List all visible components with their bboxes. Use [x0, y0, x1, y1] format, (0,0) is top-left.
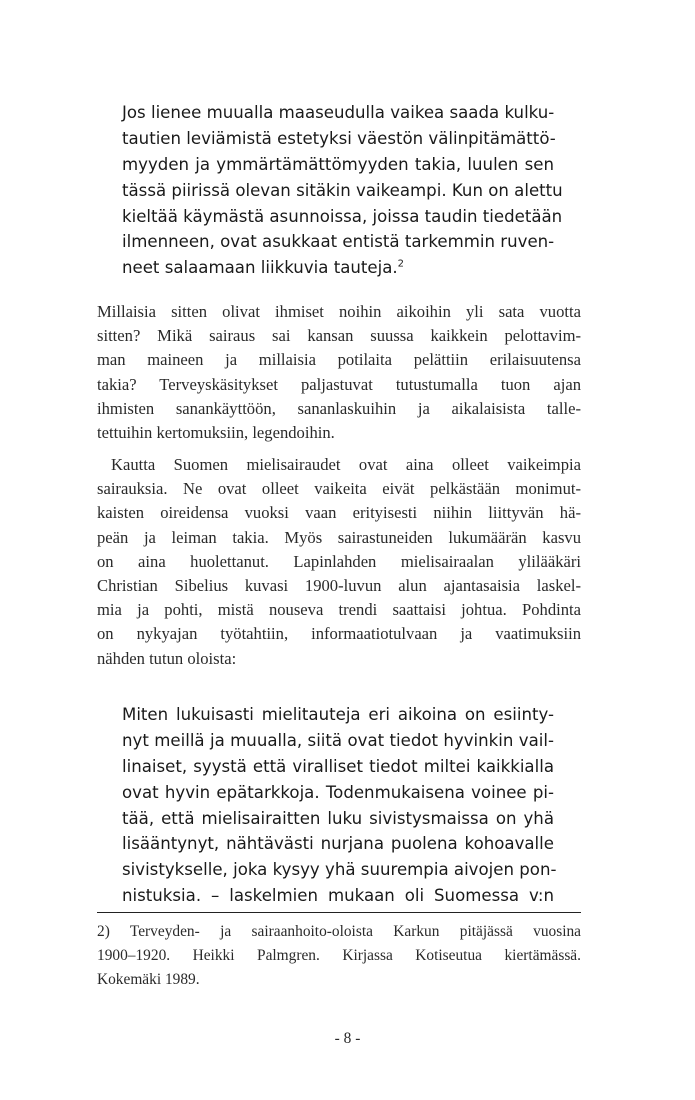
footnote-divider [97, 912, 581, 913]
paragraph-line: sitten? Mikä sairaus sai kansan suussa kaikkein pelottavim- [97, 326, 581, 346]
footnote-reference[interactable]: 2 [397, 258, 405, 270]
quote-line: nistuksia. – laskelmien mukaan oli Suomessa v:n [122, 886, 554, 906]
paragraph-line: Kautta Suomen mielisairaudet ovat aina olleet vaikeimpia [111, 455, 581, 474]
quote-line: nyt meillä ja muualla, siitä ovat tiedot hyvinkin vail- [122, 730, 554, 750]
paragraph-line: Christian Sibelius kuvasi 1900-luvun alun ajantasaisia laskel- [97, 575, 581, 595]
footnote-line: 1900–1920. Heikki Palmgren. Kirjassa Kotiseutua kiertämässä. [97, 947, 581, 964]
quote-line: kieltää käymästä asunnoissa, joissa taudin tiedetään [122, 206, 563, 226]
paragraph-line: mia ja pohti, mistä nouseva trendi saattaisi johtua. Pohdinta [97, 600, 581, 620]
quote-line: myyden ja ymmärtämättömyyden takia, luulen sen [122, 154, 554, 174]
paragraph-line: nähden tutun oloista: [97, 648, 237, 668]
quote-line-last [122, 255, 554, 281]
paragraph-line: ihmisten sanankäyttöön, sananlaskuihin ja aikalaisista talle- [97, 398, 581, 418]
quote-text: neet salaamaan liikkuvia tauteja. [122, 258, 398, 278]
quote-line: linaiset, syystä että viralliset tiedot miltei kaikkialla [122, 756, 554, 776]
paragraph-line: Millaisia sitten olivat ihmiset noihin aikoihin yli sata vuotta [97, 302, 581, 321]
quote-line: tautien leviämistä estetyksi väestön välinpitämättö- [122, 128, 556, 148]
block-quote-1 [122, 100, 563, 281]
paragraph-line: man maineen ja millaisia potilaita pelättiin erilaisuutensa [97, 350, 581, 370]
paragraph-line: kaisten oireidensa vuoksi vaan erityisesti niihin liittyvän hä- [97, 503, 581, 523]
paragraph-line: takia? Terveyskäsitykset paljastuvat tutustumalla tuon ajan [97, 374, 581, 394]
quote-line: sivistykselle, joka kysyy yhä suurempia aivojen pon- [122, 860, 557, 880]
quote-line: Miten lukuisasti mielitauteja eri aikoina on esiinty- [122, 705, 554, 724]
quote-line: ilmenneen, ovat asukkaat entistä tarkemmin ruven- [122, 232, 555, 252]
footnote [97, 920, 581, 992]
quote-line: tää, että mielisairaitten luku sivistysmaissa on yhä [122, 808, 554, 828]
block-quote-2 [122, 702, 557, 909]
paragraph-line: tettuihin kertomuksiin, legendoihin. [97, 422, 335, 442]
paragraph-line: sairauksia. Ne ovat olleet vaikeita eivät pelkästään monimut- [97, 479, 581, 499]
quote-line: lisääntynyt, nähtävästi nurjana puolena kohoavalle [122, 834, 554, 854]
footnote-line: Kokemäki 1989. [97, 971, 200, 988]
paragraph-2 [97, 453, 581, 671]
quote-line: Jos lienee muualla maaseudulla vaikea saada kulku- [122, 103, 555, 122]
paragraph-line: on nykyajan työtahtiin, informaatiotulvaan ja vaatimuksiin [97, 624, 581, 644]
quote-line: tässä piirissä olevan sitäkin vaikeampi. Kun on alettu [122, 180, 563, 200]
page-number: - 8 - [334, 1030, 361, 1047]
quote-line: ovat hyvin epätarkkoja. Todenmukaisena voinee pi- [122, 782, 554, 802]
paragraph-1 [97, 300, 581, 445]
paragraph-line: peän ja leiman takia. Myös sairastuneiden lukumäärän kasvu [97, 527, 581, 547]
footnote-line: 2) Terveyden- ja sairaanhoito-oloista Karkun pitäjässä vuosina [97, 923, 581, 940]
paragraph-line: on aina huolettanut. Lapinlahden mielisairaalan ylilääkäri [97, 551, 581, 571]
